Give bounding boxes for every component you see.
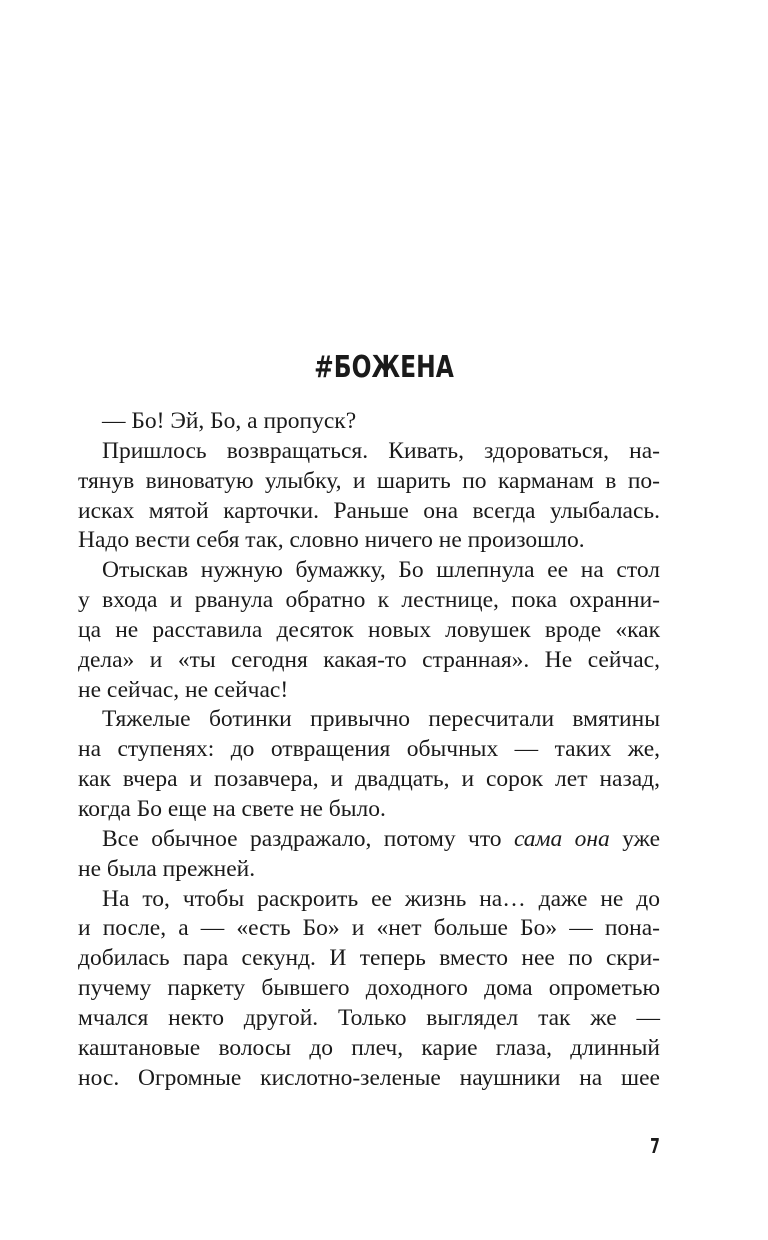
text-line: исках мятой карточки. Раньше она всегда улыбалась. [78,497,660,524]
body-text [78,407,660,1093]
text-line: на ступенях: до отвращения обычных — таких же, [78,736,660,763]
paragraph [78,437,660,556]
chapter-title: #БОЖЕНА [314,350,454,385]
paragraph [78,825,660,885]
text-line: как вчера и позавчера, и двадцать, и сорок лет назад, [78,766,660,793]
text-line: Надо вести себя так, словно ничего не произошло. [78,527,585,554]
text-line: не сейчас, не сейчас! [78,676,289,703]
text-line: нос. Огромные кислотно-зеленые наушники на шее [78,1064,660,1091]
text-line: мчался некто другой. Только выглядел так же — [78,1004,660,1031]
paragraph [78,407,660,437]
italic-text: сама она [513,825,610,852]
page-number: 7 [650,1134,660,1158]
text-line [78,825,660,855]
text-line: и после, а — «есть Бо» и «нет больше Бо» — пона- [78,915,660,942]
paragraph [78,885,660,1094]
text-line: пучему паркету бывшего доходного дома опрометью [78,975,660,1002]
text-line: Отыскав нужную бумажку, Бо шлепнула ее на стол [102,557,660,584]
text-line: ца не расставила десяток новых ловушек вроде «как [78,616,660,643]
text-line: каштановые волосы до плеч, карие глаза, длинный [78,1034,660,1061]
text-line: добилась пара секунд. И теперь вместо нее по скри- [78,945,660,972]
paragraph [78,705,660,824]
text-line: Пришлось возвращаться. Кивать, здороваться, на- [102,437,660,464]
text-line: Тяжелые ботинки привычно пересчитали вмятины [102,706,660,733]
text-run: Все обычное раздражало, потому что [102,825,514,852]
text-line: — Бо! Эй, Бо, а пропуск? [102,408,357,434]
text-line: когда Бо еще на свете не было. [78,795,386,822]
text-line: тянув виноватую улыбку, и шарить по карманам в по- [78,467,660,494]
paragraph [78,556,660,705]
text-line: На то, чтобы раскроить ее жизнь на… даже не до [102,885,660,912]
text-line: дела» и «ты сегодня какая-то странная». Не сейчас, [78,646,660,673]
text-line: у входа и рванула обратно к лестнице, пока охранни- [78,587,660,614]
text-run: уже [609,825,660,852]
text-line: не была прежней. [78,855,256,882]
